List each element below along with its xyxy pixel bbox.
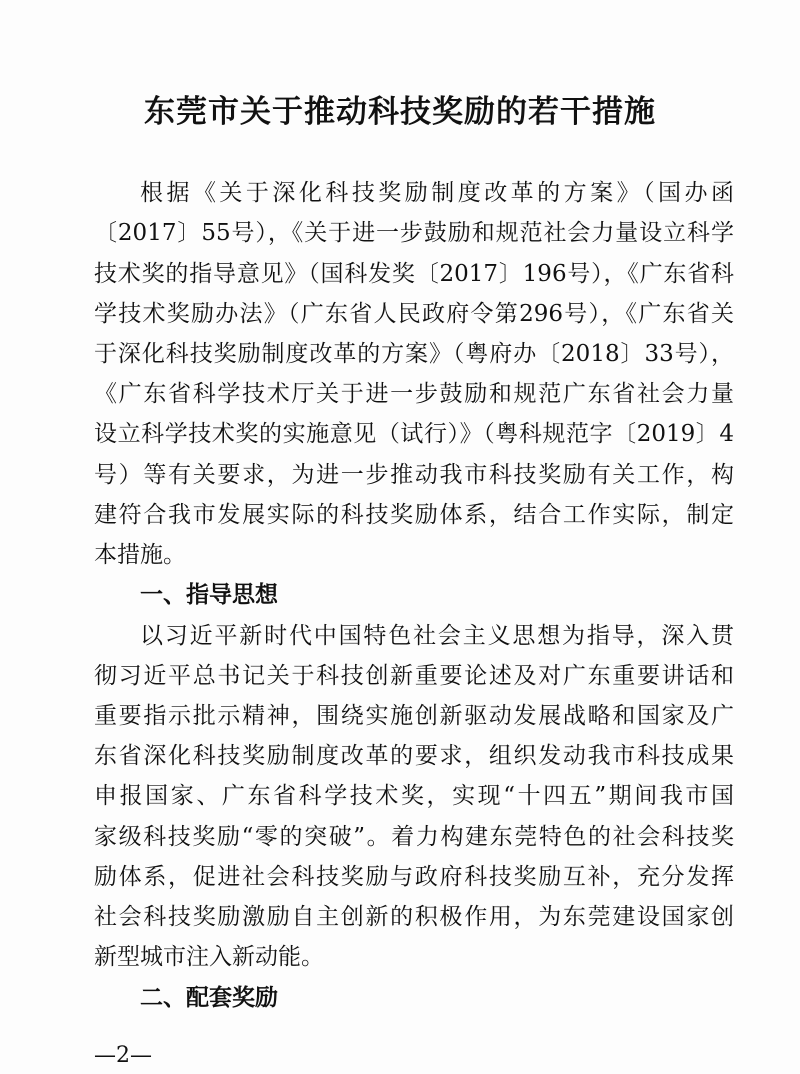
intro-line-7: 设立科学技术奖的实施意见（试行）》（粤科规范字〔2019〕4 (94, 421, 734, 447)
intro-line-2: 〔2017〕55号），《关于进一步鼓励和规范社会力量设立科学 (94, 220, 734, 246)
intro-line-3: 技术奖的指导意见》（国科发奖〔2017〕196号），《广东省科 (94, 261, 734, 287)
intro-line-6: 《广东省科学技术厅关于进一步鼓励和规范广东省社会力量 (94, 381, 734, 407)
section1-line-7: 励体系，促进社会科技奖励与政府科技奖励互补，充分发挥 (94, 864, 734, 890)
intro-line-1: 根据《关于深化科技奖励制度改革的方案》（国办函 (140, 180, 734, 206)
intro-line-10: 本措施。 (94, 542, 186, 568)
section1-line-9: 新型城市注入新动能。 (94, 944, 324, 970)
section1-line-4: 东省深化科技奖励制度改革的要求，组织发动我市科技成果 (94, 743, 734, 769)
intro-line-8: 号）等有关要求，为进一步推动我市科技奖励有关工作，构 (94, 462, 734, 488)
section1-line-1: 以习近平新时代中国特色社会主义思想为指导，深入贯 (140, 623, 734, 649)
page-number: —2— (94, 1043, 152, 1068)
document-title: 东莞市关于推动科技奖励的若干措施 (144, 94, 656, 130)
section1-line-6: 家级科技奖励“零的突破”。着力构建东莞特色的社会科技奖 (94, 824, 734, 850)
section1-line-2: 彻习近平总书记关于科技创新重要论述及对广东重要讲话和 (94, 663, 734, 689)
intro-line-9: 建符合我市发展实际的科技奖励体系，结合工作实际，制定 (94, 502, 734, 528)
section-heading-guiding-ideology: 一、指导思想 (140, 582, 278, 608)
section-heading-supporting-rewards: 二、配套奖励 (140, 985, 278, 1011)
section1-line-8: 社会科技奖励激励自主创新的积极作用，为东莞建设国家创 (94, 904, 734, 930)
intro-line-5: 于深化科技奖励制度改革的方案》（粤府办〔2018〕33号）， (94, 341, 734, 367)
section1-line-5: 申报国家、广东省科学技术奖，实现“十四五”期间我市国 (94, 783, 734, 809)
section1-line-3: 重要指示批示精神，围绕实施创新驱动发展战略和国家及广 (94, 703, 734, 729)
intro-line-4: 学技术奖励办法》（广东省人民政府令第296号），《广东省关 (94, 301, 734, 327)
